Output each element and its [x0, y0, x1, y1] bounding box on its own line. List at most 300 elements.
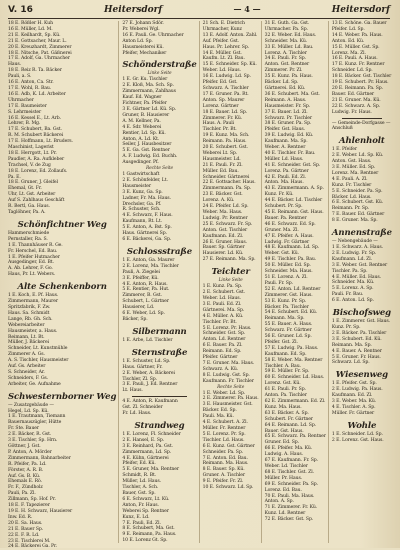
resident-entry: Ausgedinger, Ed. Bt.: [8, 260, 54, 266]
resident-entry: 14 E. Müller. Gst.: [202, 50, 242, 56]
resident-entry: 4 E. Anton, R. Haus.: [122, 281, 168, 287]
resident-entry: Anton. Gst. Tischler: [202, 227, 248, 233]
resident-entry: 21 Sch. E. Dietrich: [202, 21, 245, 26]
resident-entry: Müller. Fr. Gärtner: [331, 410, 375, 416]
resident-entry: Ludwig. Fr. Haus.: [331, 109, 372, 115]
resident-entry: Reimann. Ma. Sp.: [331, 342, 372, 348]
resident-entry: Inw. Ed. R.: [8, 514, 33, 520]
resident-entry: Uhrmacher: [8, 97, 34, 103]
resident-entry: Ludwig. Fr. Gärtner: [264, 239, 310, 245]
resident-entry: 42 E. Pauli. Ed. Zl.: [264, 174, 306, 180]
resident-entry: Schwarz. Fr. Gärtner: [264, 328, 312, 334]
resident-entry: Hausmeister: [122, 183, 151, 189]
resident-entry: 64 E. Reimann. Ld. Sp.: [264, 422, 317, 428]
resident-entry: Tischler. Pr. Bt.: [202, 127, 237, 133]
street-heading: Alte Schenkenborn: [17, 282, 107, 293]
resident-entry: 19 E. Schubert. Pr. Haus.: [331, 80, 389, 86]
resident-entry: P. Anton, A. Mörder: [8, 449, 52, 455]
resident-entry: Tischler, Zl. Sp.: [122, 376, 157, 382]
street-heading: Schwesternborner Weg: [8, 391, 117, 402]
resident-entry: Müller. Fr. Rentner: [202, 426, 246, 431]
resident-entry: Webereiarbeiter: [8, 322, 45, 328]
resident-entry: Gruner. A. Tischler: [202, 473, 245, 479]
resident-entry: Reimann. Ma. Sp.: [264, 316, 305, 322]
resident-entry: 1 E. Gr. Ku. Tischler: [122, 77, 168, 83]
resident-entry: Pauli, A. Ziegelei: [122, 269, 160, 275]
resident-entry: Arbeiter, Ge. Aufnahme: [8, 381, 61, 387]
resident-entry: Lorenz. Gärtner: [202, 103, 239, 109]
resident-entry: Reimann, Lt. Bt.: [8, 334, 45, 340]
resident-entry: 33 E. Müller. Ld. Bau.: [264, 44, 314, 50]
side-label: Linke Seite: [218, 278, 243, 284]
resident-entry: Anton. Ma. Haus.: [264, 180, 304, 186]
resident-entry: S. Schneider, Ar.: [8, 369, 45, 375]
resident-entry: 13 E. Adolf. Anton. Zahl.: [202, 32, 258, 38]
resident-entry: Anton. Pa. Tischler: [264, 393, 307, 399]
resident-entry: 23 E. Bäcker. Gst.: [202, 192, 243, 198]
resident-entry: Fr. F., Zündholz: [8, 485, 43, 491]
resident-entry: 18 E. Bäcker. Gst. Tischler: [331, 74, 392, 80]
resident-entry: Paudler, A. Ra. Aufkleber: [8, 156, 65, 162]
resident-entry: Gruner, B. Hausierer: [122, 112, 170, 118]
resident-entry: Schubert. Fr. Gärtner: [264, 416, 313, 422]
resident-entry: Gruner. Ed. Sp.: [264, 440, 299, 446]
resident-entry: 21 E. Gruner. Ma. Kü.: [331, 97, 381, 103]
resident-entry: 21 E. Gottsacher, Maur. L.: [8, 38, 67, 44]
resident-entry: Schubert, L. Gärtner: [122, 299, 169, 305]
resident-entry: 56 E. Gruner. Ld. Sp.: [264, 334, 312, 340]
resident-entry: 1 E. Kunz. Pa. Sp.: [202, 284, 243, 290]
resident-entry: Haus. Gärtner, Fr.: [122, 364, 163, 370]
resident-entry: Schneider. Ma. Kü.: [331, 280, 375, 286]
street-heading: Teichter: [211, 267, 250, 278]
resident-entry: Zimmermann. Pa. Sp.: [202, 186, 252, 192]
resident-entry: Hegel, Ld. Sp. Kü.: [8, 408, 49, 414]
resident-entry: 5 E. Gruner, Ma. Rentner: [122, 467, 179, 473]
resident-entry: Hausmeister. Ld.: [202, 156, 241, 162]
resident-entry: 22 E. Gottsacher. Haus.: [202, 180, 256, 186]
resident-entry: 51 E. Lorenz. A. Zl.: [264, 274, 308, 280]
resident-entry: Hausierer. Ld. Kü.: [202, 251, 244, 257]
resident-entry: Haus. Gärtnerei Sp.: [122, 231, 167, 237]
resident-entry: Pernstaller, Ra. S.: [8, 236, 48, 242]
resident-entry: 6 E. Anton. Ld. Sp.: [331, 298, 374, 304]
directory-column: [265, 21, 329, 543]
resident-entry: Tischler. A. Bau.: [264, 363, 301, 369]
resident-entry: 1 E. Schuster, Ld. Sp.: [122, 358, 171, 364]
resident-entry: Zimmerer. Pr. Zl.: [264, 68, 303, 74]
resident-entry: Taglöhner, Pa. A.: [8, 210, 46, 215]
street-heading: Sternstraße: [131, 347, 188, 358]
resident-entry: Bauer. Ed. Gärtner: [331, 91, 375, 97]
resident-entry: Schneiders, F. Gs.: [8, 375, 49, 381]
resident-entry: Kaufmann. Ed. Sp.: [264, 351, 307, 357]
resident-entry: Reimann. A. Haus.: [264, 97, 307, 103]
resident-entry: 24 E. Bäckerei Ga. Pr.: [8, 544, 57, 550]
resident-entry: Bauer, Gst. Sp.: [122, 491, 156, 496]
resident-entry: 3 E. Gärtner Ld. Kü. Sp.: [122, 106, 177, 112]
resident-entry: Ehemals E. Rö.: [8, 479, 42, 485]
resident-entry: Weber. Ld. Tischler: [264, 463, 308, 469]
resident-entry: Kunz. Ld. Rentner: [264, 511, 306, 517]
resident-entry: 17 E. Hoffmann, Lt. Bruders.: [8, 139, 73, 145]
resident-entry: Schwarz. Pr. Tischler: [264, 115, 312, 121]
resident-entry: 10 E. Schwarz. Ld. Sp.: [202, 485, 254, 491]
resident-entry: 1 E. Arbe, Ld. Tischler: [122, 337, 173, 343]
resident-entry: 53 E. Kunz. Pr. Sp.: [264, 298, 307, 304]
resident-entry: Auf. Gs. B. Kü.: [8, 473, 41, 479]
resident-entry: Müller. Ld. Haus.: [264, 156, 304, 162]
resident-entry: 3 E. Tischler, Sp. Hrn.: [8, 438, 58, 444]
resident-entry: 1 E. Thannhäuser R. Ge.: [8, 242, 63, 248]
resident-entry: 4 E. Pauli. A. Zl.: [331, 176, 368, 182]
resident-entry: 2 E. Bäcker. Pa. Tischler: [331, 330, 387, 336]
resident-entry: 1 E. Trautmann, Tiemann: [8, 414, 66, 420]
resident-entry: Schneider. Ma. Haus.: [264, 269, 313, 275]
resident-entry: 4 E. Schwarz, F. Haus.: [122, 213, 173, 219]
resident-entry: Bauer. Gst. Haus.: [264, 428, 304, 434]
resident-entry: 7 E. Bauer. Ed. Gärtner: [331, 212, 385, 218]
resident-entry: 20 E. Reimann. Pa. Sp.: [331, 85, 383, 91]
resident-entry: Bäcker, Sp.: [122, 316, 148, 322]
resident-entry: 18 E. F. Tapezierer: [8, 503, 50, 509]
resident-entry: 1 E. Schneider. Ld. Sp.: [331, 431, 383, 437]
resident-entry: Bauernauszügler, Hütte: [8, 420, 62, 426]
resident-entry: 26 E. Gruner. Haus.: [202, 239, 247, 245]
resident-entry: Uhrmacher. Pa. Sp.: [264, 26, 308, 32]
resident-entry: 66 E. Pfeifer. Ma. Kü.: [264, 446, 313, 452]
resident-entry: 3 E. Hausmeister. Gst.: [202, 402, 253, 408]
resident-entry: 8 E. Schubert, Ma. Gst.: [122, 526, 175, 532]
resident-entry: 1 E. Pfeifer. Gst. Sp.: [331, 381, 377, 387]
resident-entry: 3 E. Müller. Ed. Sp.: [331, 165, 376, 171]
resident-entry: 67 E. Kaufmann. Fr. Sp.: [264, 458, 319, 464]
resident-entry: 43 E. Zimmermann. A. Sp.: [264, 186, 324, 192]
resident-entry: 5 E. Gruner. Fr. Haus.: [331, 354, 381, 360]
resident-entry: 17 E. Wohl, R. Bau.: [8, 85, 52, 91]
resident-entry: Schneider. Pa. Sp.: [202, 449, 244, 455]
resident-entry: Kunz. Ma. Haus.: [264, 404, 302, 410]
street-heading: Annenstraße: [331, 228, 392, 239]
resident-entry: 7 E. Pauli, Ed. Zl.: [122, 520, 161, 526]
resident-entry: Zimmermann, Maurer: [8, 299, 58, 305]
resident-entry: 1 E. Lorenz, Fl. Schneider: [122, 431, 181, 437]
resident-entry: Schneider, Lt. Kunstmühle: [8, 346, 68, 352]
resident-entry: 60 E. Schneider. Ld. Haus.: [264, 375, 325, 381]
resident-entry: 25 E. Schwarz. Fr. Sp.: [202, 221, 253, 227]
resident-entry: 1 E. Pfeifer Hutmacher: [8, 254, 60, 260]
right-running-title: Heitersdorf: [331, 5, 390, 15]
resident-entry: 2 E. Zimmerer. Pa. Haus.: [202, 396, 259, 402]
resident-entry: 17 E. Baumeister: [8, 103, 47, 109]
resident-entry: 24 E. Pfeifer. Ld. Sp.: [202, 204, 249, 210]
resident-entry: 5 E. Schneider. Pa. Sp.: [331, 188, 383, 194]
resident-entry: 22 E. Schwarz. A. Sp.: [331, 103, 381, 109]
resident-entry: Zimmerer. Gst. Haus.: [264, 292, 313, 298]
resident-entry: Fichtner, Pa. Pfeifer: [122, 101, 167, 107]
resident-entry: Hausierer, Ld.: [122, 305, 155, 311]
resident-entry: Hammerschmiede: [8, 230, 50, 236]
resident-entry: 3 E. Reinhard, Pa. Gst.: [122, 443, 173, 449]
resident-entry: Anton. Ed. Kü.: [331, 38, 365, 44]
resident-entry: Zimmermann, Zahlhaus: [122, 89, 176, 95]
resident-entry: Förster, A. R. B.: [8, 467, 44, 473]
resident-entry: 18 E. Lorenz, Ed. Zollaufs.: [8, 168, 68, 174]
resident-entry: 16 E. Anton, Ca. Str.: [8, 80, 54, 86]
resident-entry: Anton, Fr. Haus.: [122, 502, 159, 508]
resident-entry: 21 E. Pauli. Fr. Zl.: [202, 162, 243, 168]
resident-entry: Pfeifer, Mechaniker: [122, 50, 167, 56]
resident-entry: Kunz. Fr. Tischler: [331, 182, 372, 188]
resident-entry: 18 E. Rößler H. Kuh: [8, 21, 53, 26]
resident-entry: 4 E. Kühn, Gärtnerei: [122, 455, 169, 461]
resident-entry: Kaufmann. Fr. Tischler: [202, 378, 254, 384]
street-heading: Schönfichtner Weg: [17, 219, 107, 230]
resident-entry: 50 E. Müller. Ed. Sp.: [264, 263, 311, 269]
resident-entry: 6 E. Bauer. Pa. Zl.: [202, 343, 243, 349]
resident-entry: 2 E. Weber. Ld. Sp. Kü.: [331, 153, 384, 159]
resident-entry: 69 E. Schneider. Pa. Sp.: [264, 481, 318, 487]
resident-entry: Pauli. Fr. Sp.: [264, 280, 294, 286]
resident-entry: Weberei Lt. Sp.: [202, 150, 238, 156]
resident-entry: 2 E. Ludwig. Pa. Haus.: [331, 387, 383, 393]
resident-entry: Ladner, Fr. Ma. Haus.: [122, 195, 171, 201]
resident-entry: 49 E. Tischler. Pa. Bau.: [264, 257, 317, 263]
directory-column: [332, 21, 394, 543]
resident-entry: 20 E. Sa. Haus.: [8, 520, 43, 526]
resident-entry: 1 E. Zimmerer. Gst. Haus.: [331, 319, 390, 325]
resident-entry: 6 E. Kunz. Gst. Gärtner: [202, 443, 255, 449]
resident-entry: Kaufm. Lt. Zl. Bau.: [202, 56, 245, 62]
resident-entry: 1 E. Schwarz. A. Haus.: [331, 245, 383, 250]
resident-entry: Pr. Weberei Wgl.: [122, 26, 160, 32]
resident-entry: Trachsel, V. de Zug: [8, 162, 51, 168]
resident-entry: Schneider. Gst. Sp.: [202, 331, 246, 337]
resident-entry: Pfeifer. Ld. Sp.: [331, 26, 365, 32]
resident-entry: A. Ab. Lehrer, F. Go.: [8, 266, 53, 272]
resident-entry: 3 E. Pauli, J. Ed. Rentner: [122, 382, 178, 388]
resident-entry: Kaufmann. Ld. Zl.: [331, 256, 372, 262]
resident-entry: Schmidt, R. Bt.: [122, 473, 157, 479]
resident-entry: 13 E. Schöne. Ga. Bauer: [331, 21, 387, 26]
resident-entry: Spritzfabrik, F. Zw.: [8, 304, 51, 310]
resident-entry: 45 E. Reimann. Gst. Haus.: [264, 210, 324, 215]
resident-entry: 15 E. Müller. Gst. Sp.: [331, 44, 380, 50]
resident-entry: Anton Ld. Sp.: [122, 38, 153, 44]
resident-entry: 31 E. Guth. Ga. Gst.: [264, 21, 310, 26]
resident-entry: 19 E. Kunz. Ma. Sch.: [202, 133, 250, 139]
resident-entry: Bäcker. Ed. Sp.: [202, 408, 237, 414]
resident-entry: Anton, A. Ld. Kt.: [122, 136, 160, 142]
resident-entry: 40 E. Tischler. Fr. Bau.: [264, 150, 316, 156]
resident-entry: Hausmeister, a. Haus.: [8, 328, 58, 334]
resident-entry: 4 E. Sdr. Weberei: [122, 124, 162, 130]
street-heading: Bischofsweg: [332, 308, 392, 319]
resident-entry: Gst. Zl. Schneider: [122, 405, 163, 411]
resident-entry: 5 E. Anton, A. Bst. Sp.: [122, 225, 172, 231]
resident-entry: 38 E. Gruner. Pa. Sp.: [264, 121, 312, 127]
resident-entry: 3 E. Weber. Ma. Kü.: [331, 399, 377, 405]
resident-entry: 47 E. Pfeifer. A. Haus.: [264, 233, 314, 239]
resident-entry: 71 E. Zimmerer. Fr. Kü.: [264, 505, 318, 511]
resident-entry: Kaufmann, Rt. Lt.: [122, 219, 162, 225]
resident-entry: 54 E. Schubert. Ed. Kü.: [264, 310, 318, 316]
resident-entry: 59 E. Müller. Fr. Sp.: [264, 369, 310, 375]
resident-entry: Müller, Ld. Haus.: [122, 479, 161, 485]
resident-entry: 3 E. Pfeiffer, Kü.: [122, 275, 159, 281]
resident-entry: Anton. Ld. Rentner: [202, 337, 246, 343]
resident-entry: 35 E. Kunz. Pa. Haus.: [264, 74, 313, 80]
resident-entry: Weber. Ma. Haus.: [202, 210, 243, 215]
resident-entry: 72 E. Bäcker. Gst. Sp.: [264, 517, 314, 523]
resident-entry: 8 E. Bauer. Sp. Kü.: [202, 467, 245, 473]
side-label: Rechte Seite: [145, 166, 174, 172]
resident-entry: Pauli. Ma. Kü.: [202, 414, 234, 420]
resident-entry: 8 E. Ludwig. Gst. Sp.: [202, 372, 250, 378]
resident-entry: A. M. Kellner, Pa.: [122, 118, 161, 124]
resident-entry: Müller. Ed. Bau.: [202, 168, 239, 174]
resident-entry: Fr. Ste. Bauer: [8, 426, 40, 432]
resident-entry: 20 E. Kreuzhardt, Zimmerer: [8, 44, 72, 50]
resident-entry: — Gemeinde-Dorfgasse —: [331, 120, 391, 126]
resident-entry: 18 E. Gruner, J. Gleifel: [8, 180, 58, 186]
resident-entry: 18 E. Reiz R. Ta. Bäcker: [8, 68, 62, 74]
resident-entry: 4 E. Bauer. A. Rentner: [331, 348, 382, 354]
resident-entry: 22 E. F. R. Ld.: [8, 532, 40, 538]
resident-entry: 3 E. Pauli. Ed. Zl.: [202, 301, 242, 307]
side-label: Rechte Seite: [217, 384, 245, 390]
resident-entry: 32 E. Weber. Ed. Haus.: [264, 32, 317, 38]
resident-entry: 5 E. Lorenz. A. Sp.: [331, 286, 374, 292]
resident-entry: Müller. Pr. Haus.: [264, 475, 303, 481]
resident-entry: Zimmerer. Fr. Kü.: [202, 115, 243, 121]
resident-entry: Bauer. Pa. Rentner: [264, 215, 307, 221]
resident-entry: 4 E. Müller. Ed. Haus.: [331, 274, 382, 280]
resident-entry: 17 E. Kunz. Fr. Rentner: [331, 62, 385, 68]
resident-entry: 7 E. Anton. Ed. Bau.: [202, 455, 248, 461]
street-heading: Wiesenweg: [335, 370, 388, 381]
resident-entry: 2 E. Ludwig. Fr. Sp.: [331, 250, 377, 256]
directory-column: [8, 21, 119, 550]
resident-entry: Kunz. Fr. Kü.: [264, 192, 294, 198]
resident-entry: Tischler. Pa. Sp.: [331, 268, 368, 274]
resident-entry: Maschinist, Lagerist: [8, 145, 54, 151]
resident-entry: Hausmeister. Fr. Sp.: [264, 103, 311, 109]
resident-entry: 18 E. Bauer. Ld. Sp.: [202, 109, 248, 115]
resident-entry: 8 E. Gruner. Ma. Sp.: [331, 218, 378, 224]
resident-entry: R. Schuster, Sch.: [122, 207, 161, 213]
resident-entry: 6 E. Bäckerei, Ga. Sp.: [122, 237, 172, 242]
resident-entry: Kunz, E. Ld.: [122, 514, 150, 520]
resident-entry: Bäcker. Ld. Haus.: [331, 194, 372, 200]
resident-entry: Anton. A. Sp.: [264, 499, 294, 505]
resident-entry: Rentier, Ld. Sp. Kü.: [122, 130, 166, 136]
resident-entry: 16 E. Adb, K. Ld. Arbeiter: [8, 91, 66, 97]
resident-entry: Müller, J. Bäckerei: [8, 340, 50, 346]
resident-entry: 21 E. Bauer Sp.: [8, 526, 44, 532]
resident-entry: Tischler. Fr. Bt.: [202, 319, 237, 325]
resident-entry: 2 E. Schubert. Gst.: [202, 290, 246, 296]
resident-entry: Gärtnerei. Ed. Kü.: [264, 85, 306, 91]
resident-entry: 3 E. Weber. Gst. Rentner: [331, 262, 388, 268]
resident-entry: 16 E. Ludwig. Ld. Sp.: [202, 74, 251, 80]
resident-entry: 4 E. Schubert. A. Zl.: [202, 420, 248, 426]
resident-entry: 20 E. Schubert. Gst.: [202, 145, 248, 151]
resident-entry: 52 E. Anton. Ld. Rentner: [264, 286, 321, 292]
resident-entry: Kaufmann. Ma. Sp.: [264, 139, 308, 145]
resident-entry: Lorenz. Gst. Kü.: [264, 381, 301, 387]
resident-entry: Pfeifer. Ed. Gst.: [202, 80, 238, 86]
resident-entry: 17 E. Schubert, Ba. Gst.: [8, 127, 62, 133]
resident-entry: Weber. Gst. Kü.: [264, 251, 300, 257]
resident-entry: Tischler. Ld. Haus.: [202, 437, 245, 443]
resident-entry: 18 E. Nitsche, Pat. Gäßnerei: [8, 50, 72, 56]
resident-entry: R. Pfeifer, Pa. Ld.: [8, 461, 47, 467]
resident-entry: Haus. Pr. Lehrer. Sp.: [202, 44, 250, 50]
resident-entry: Drechsler, Ga. Pf.: [122, 201, 162, 207]
resident-entry: Pfeifer. Gst. Haus.: [264, 127, 306, 133]
resident-entry: 4 E. Tischler. A. Sp.: [331, 404, 376, 410]
resident-entry: 5 E. Lorenz. Pr. Haus.: [202, 325, 252, 331]
resident-entry: Uhr, Lt. Gst. Arbeiter: [8, 192, 56, 198]
resident-entry: Pauli, a. S.: [8, 74, 32, 80]
street-heading: Strandweg: [134, 420, 185, 431]
resident-entry: Ausgedinger. Pf.: [122, 160, 159, 166]
resident-entry: 34 E. Pauli. Fr. Sp.: [264, 56, 306, 62]
resident-entry: Pfeifer. Gst. Zl.: [264, 339, 298, 345]
resident-entry: 16 E. Pauli. A. Haus.: [331, 56, 378, 62]
resident-entry: 68 E. Tischler. Gst. Zl.: [264, 469, 314, 475]
resident-entry: 2 E. Lorenz, Ma. Tischler: [122, 263, 179, 269]
resident-entry: Pfeifer, Ed. Kü.: [122, 461, 156, 467]
resident-entry: 19 E. H. Schwarz, Hausierer: [8, 508, 73, 514]
resident-entry: Weberei Sp. Rentner: [122, 508, 169, 514]
resident-entry: 57 E. Ludwig. Pa. Haus.: [264, 345, 319, 351]
resident-entry: 23 E. Tischlerei M.: [8, 538, 51, 544]
resident-entry: Pa. E.: [8, 174, 21, 180]
resident-entry: Anton. Gst. Haus.: [331, 159, 372, 165]
resident-entry: Zimmermann, Bahnarbeiter: [8, 455, 71, 461]
resident-entry: Haus. Sa. Schmidt: [8, 310, 50, 316]
resident-entry: Lorenz. Ma. Rentner: [331, 170, 379, 176]
resident-entry: Zimmerer, B. Gst.: [122, 293, 162, 299]
directory-column: [122, 21, 199, 543]
resident-entry: Lange, Rb. Gh. Sch.: [8, 316, 53, 322]
resident-entry: 44 E. Bäcker. Ld. Tischler: [264, 198, 323, 204]
resident-entry: 55 E. Bauer. A. Haus.: [264, 322, 313, 328]
resident-entry: 16 E. Müller, Ld. M.: [8, 26, 53, 32]
resident-entry: Kaufmann. Ed. Zl.: [331, 393, 373, 399]
resident-entry: Lorenz. A. Tischler: [264, 50, 307, 56]
resident-entry: 15 E. Schneider. Sp. Kü.: [202, 62, 257, 68]
street-heading: Ahlenholt: [339, 136, 385, 147]
side-label: Linke Seite: [147, 71, 172, 77]
resident-entry: 16 E. Kessel E., Lt. Arb.: [8, 115, 61, 121]
resident-entry: 2 E. Weber, A. Bäckerei: [122, 370, 175, 376]
resident-entry: R. M. Schubert Bäckerei: [8, 133, 64, 139]
resident-entry: Pauli, Pa. Zl.: [8, 491, 36, 497]
resident-entry: Pauli. Fr. Bau.: [331, 292, 364, 298]
resident-entry: Hausmeisterei Kü.: [122, 44, 164, 50]
resident-entry: 2 E. Hansel, E. Sp.: [122, 437, 165, 443]
resident-entry: 61 E. Pauli. Pr. Sp.: [264, 387, 306, 393]
resident-entry: 65 E. Schwarz. Pa. Rentner: [264, 434, 326, 440]
resident-entry: Schneider. Ma. Kü.: [264, 38, 308, 44]
resident-entry: 9 E. Reimann, Pa. Haus.: [122, 532, 177, 538]
resident-entry: 4 E. Anton, R. Kaufmann: [122, 399, 178, 405]
resident-entry: Schneider. Gärtnerei: [202, 174, 250, 180]
resident-entry: Reimann. Pr. Sp.: [331, 206, 370, 212]
